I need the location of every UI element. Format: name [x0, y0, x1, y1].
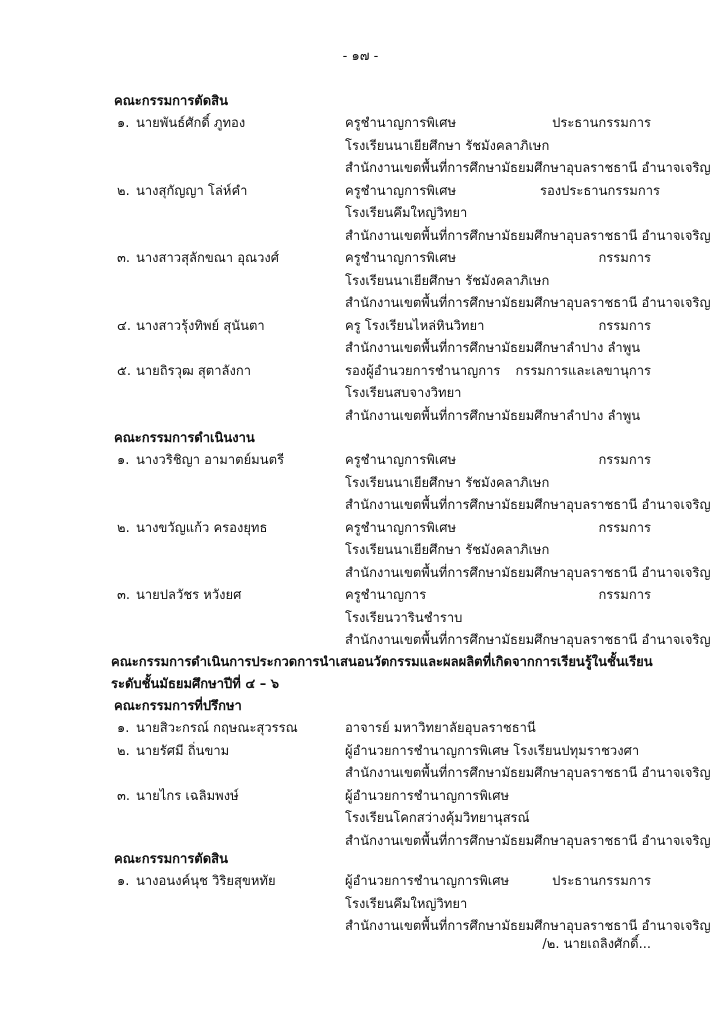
member-name: นางสุกัญญา โล่ห์คำ: [136, 183, 248, 199]
member-number: ๑.: [117, 874, 130, 889]
member-affiliation: โรงเรียนนาเยียศึกษา รัชมังคลาภิเษก: [345, 543, 550, 558]
member-position: ผู้อำนวยการชำนาญการพิเศษ โรงเรียนปทุมราชวงศา: [345, 743, 640, 759]
member-affiliation: โรงเรียนคึมใหญ่วิทยา: [345, 206, 468, 221]
member-role: รองประธานกรรมการ: [540, 183, 661, 199]
member-position: ครูชำนาญการ: [345, 588, 427, 603]
member-name: นายปลวัชร หวังยศ: [136, 588, 242, 603]
member-office: สำนักงานเขตพื้นที่การศึกษามัธยมศึกษาลำปาง ลำพูน: [345, 341, 641, 356]
member-role: ประธานกรรมการ: [552, 874, 651, 889]
member-office: สำนักงานเขตพื้นที่การศึกษามัธยมศึกษาอุบลราชธานี อำนาจเจริญ: [345, 633, 711, 648]
section-heading-judges: คณะกรรมการตัดสิน: [114, 94, 229, 109]
member-affiliation: โรงเรียนนาเยียศึกษา รัชมังคลาภิเษก: [345, 138, 550, 154]
member-office: สำนักงานเขตพื้นที่การศึกษามัธยมศึกษาอุบลราชธานี อำนาจเจริญ: [345, 296, 711, 311]
contest-title-line1: คณะกรรมการดำเนินการประกวดการนำเสนอนวัตกรรมและผลผลิตที่เกิดจากการเรียนรู้ในชั้นเรียน: [111, 655, 653, 670]
member-office: สำนักงานเขตพื้นที่การศึกษามัธยมศึกษาอุบลราชธานี อำนาจเจริญ: [345, 565, 711, 581]
member-name: นางสาวรุ้งทิพย์ สุนันตา: [136, 318, 265, 334]
member-position: รองผู้อำนวยการชำนาญการ: [345, 363, 501, 379]
member-office: สำนักงานเขตพื้นที่การศึกษามัธยมศึกษาอุบลราชธานี อำนาจเจริญ: [345, 833, 711, 849]
member-position: ครู โรงเรียนไหล่หินวิทยา: [345, 318, 485, 334]
member-position: อาจารย์ มหาวิทยาลัยอุบลราชธานี: [345, 721, 536, 736]
member-entry: [0, 361, 721, 429]
member-number: ๑.: [117, 453, 130, 468]
member-role: กรรมการ: [598, 453, 651, 468]
member-number: ๑.: [117, 116, 130, 131]
member-number: ๓.: [117, 251, 131, 266]
member-role: กรรมการ: [598, 251, 651, 266]
member-office: สำนักงานเขตพื้นที่การศึกษามัธยมศึกษาอุบลราชธานี อำนาจเจริญ: [345, 161, 711, 176]
member-number: ๔.: [117, 318, 131, 334]
member-name: นายไกร เฉลิมพงษ์: [136, 788, 239, 804]
member-entry: [0, 181, 721, 249]
member-entry: [0, 585, 721, 653]
member-affiliation: โรงเรียนคึมใหญ่วิทยา: [345, 896, 468, 912]
member-position: ครูชำนาญการพิเศษ: [345, 251, 457, 266]
member-position: ผู้อำนวยการชำนาญการพิเศษ: [345, 874, 510, 889]
member-number: ๓.: [117, 588, 131, 603]
member-role: กรรมการ: [598, 520, 651, 536]
member-name: นางอนงค์นุช วิริยสุขหทัย: [136, 874, 276, 889]
member-office: สำนักงานเขตพื้นที่การศึกษามัธยมศึกษาอุบลราชธานี อำนาจเจริญ: [345, 766, 711, 781]
member-number: ๒.: [117, 183, 130, 199]
member-entry: [0, 316, 721, 361]
member-entry: [0, 518, 721, 586]
member-entry: [0, 718, 721, 741]
member-position: ครูชำนาญการพิเศษ: [345, 116, 457, 131]
member-number: ๓.: [117, 788, 131, 804]
member-number: ๕.: [117, 363, 131, 379]
member-affiliation: โรงเรียนนาเยียศึกษา รัชมังคลาภิเษก: [345, 475, 550, 491]
member-entry: [0, 113, 721, 181]
member-name: นางขวัญแก้ว ครองยุทธ: [136, 520, 268, 536]
member-entry: [0, 450, 721, 518]
contest-title-line2: ระดับชั้นมัธยมศึกษาปีที่ ๔ – ๖: [111, 677, 280, 692]
member-number: ๒.: [117, 520, 130, 536]
member-office: สำนักงานเขตพื้นที่การศึกษามัธยมศึกษาอุบลราชธานี อำนาจเจริญ: [345, 919, 711, 934]
section-heading-operations: คณะกรรมการดำเนินงาน: [114, 431, 255, 446]
page-number: - ๑๗ -: [342, 49, 379, 64]
member-position: ครูชำนาญการพิเศษ: [345, 183, 457, 199]
member-name: นายรัศมี ถิ่นขาม: [136, 743, 230, 759]
member-affiliation: โรงเรียนโคกสว่างคุ้มวิทยานุสรณ์: [345, 811, 530, 826]
member-role: กรรมการ: [598, 318, 651, 334]
member-role: กรรมการและเลขานุการ: [515, 363, 651, 379]
member-office: สำนักงานเขตพื้นที่การศึกษามัธยมศึกษาลำปาง ลำพูน: [345, 408, 641, 424]
section-heading-judges-contest: คณะกรรมการตัดสิน: [114, 852, 229, 867]
member-affiliation: โรงเรียนสบจางวิทยา: [345, 386, 462, 401]
member-office: สำนักงานเขตพื้นที่การศึกษามัธยมศึกษาอุบลราชธานี อำนาจเจริญ: [345, 228, 711, 244]
member-role: ประธานกรรมการ: [552, 116, 651, 131]
member-name: นางสาวสุลักขณา อุณวงศ์: [136, 251, 279, 266]
member-name: นายถิรวุฒ สุตาลังกา: [136, 363, 251, 379]
member-entry: [0, 248, 721, 316]
member-affiliation: โรงเรียนนาเยียศึกษา รัชมังคลาภิเษก: [345, 273, 550, 289]
member-role: กรรมการ: [598, 588, 651, 603]
member-name: นางวริชิญา อามาตย์มนตรี: [136, 453, 285, 468]
continuation-note: /๒. นายเถลิงศักดิ์...: [542, 937, 651, 952]
member-entry: [0, 741, 721, 786]
member-affiliation: โรงเรียนวารินชำราบ: [345, 610, 463, 626]
member-entry: [0, 871, 721, 939]
member-office: สำนักงานเขตพื้นที่การศึกษามัธยมศึกษาอุบลราชธานี อำนาจเจริญ: [345, 498, 711, 513]
member-entry: [0, 786, 721, 854]
section-heading-advisors: คณะกรรมการที่ปรึกษา: [114, 699, 242, 714]
member-position: ครูชำนาญการพิเศษ: [345, 453, 457, 468]
member-position: ผู้อำนวยการชำนาญการพิเศษ: [345, 788, 510, 804]
member-position: ครูชำนาญการพิเศษ: [345, 520, 457, 536]
member-number: ๑.: [117, 721, 130, 736]
member-name: นายสิวะกรณ์ กฤษณะสุวรรณ: [136, 721, 298, 736]
member-name: นายพันธ์ศักดิ์ ภูทอง: [136, 116, 246, 131]
member-number: ๒.: [117, 743, 130, 759]
